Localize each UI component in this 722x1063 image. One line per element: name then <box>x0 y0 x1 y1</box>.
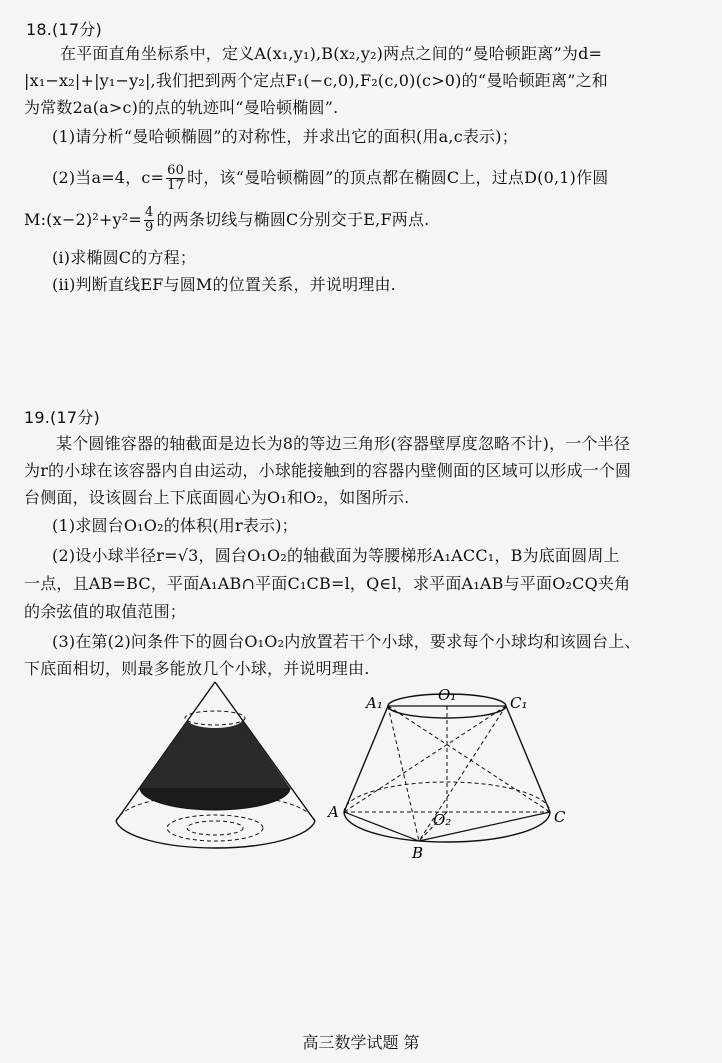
frustum-right-side <box>506 706 550 812</box>
line-C1A <box>344 706 506 812</box>
q19-part3-line2: 下底面相切，则最多能放几个小球，并说明理由. <box>24 659 370 678</box>
q18-part2-text-a: (2)当a=4，c= <box>52 168 165 187</box>
inner-base-ellipse <box>167 815 263 841</box>
band-top-ellipse <box>185 711 245 725</box>
fraction-denominator: 17 <box>167 178 185 193</box>
q18-stem-line1: 在平面直角坐标系中，定义A(x₁,y₁),B(x₂,y₂)两点之间的“曼哈顿距离”为d= <box>60 44 603 63</box>
label-C1: C₁ <box>510 694 528 712</box>
q18-header: 18.(17分) <box>26 20 102 39</box>
q19-part2-line1: (2)设小球半径r=√3，圆台O₁O₂的轴截面为等腰梯形A₁ACC₁，B为底面圆周上 <box>52 546 620 565</box>
label-A: A <box>328 803 339 821</box>
fraction-denominator: 9 <box>144 220 154 235</box>
q18-stem-line3: 为常数2a(a>c)的点的轨迹叫“曼哈顿椭圆”. <box>24 98 339 117</box>
shaded-band-bottom <box>140 788 290 810</box>
q18-fraction-r <box>144 206 154 235</box>
fraction-numerator: 4 <box>144 205 154 220</box>
line-A1C <box>388 706 550 812</box>
q18-part2-line1 <box>52 164 609 193</box>
q19-stem-line1: 某个圆锥容器的轴截面是边长为8的等边三角形(容器壁厚度忽略不计)，一个半径 <box>56 434 631 453</box>
q18-circle-text-b: 的两条切线与椭圆C分别交于E,F两点. <box>156 210 430 229</box>
q18-fraction-c <box>166 164 185 193</box>
q18-part2-i: (i)求椭圆C的方程； <box>52 248 197 267</box>
q18-part1: (1)请分析“曼哈顿椭圆”的对称性，并求出它的面积(用a,c表示)； <box>52 127 518 146</box>
q19-stem-line3: 台侧面，设该圆台上下底面圆心为O₁和O₂，如图所示. <box>24 488 410 507</box>
q19-header: 19.(17分) <box>24 408 100 427</box>
label-C: C <box>554 808 566 826</box>
q19-part1: (1)求圆台O₁O₂的体积(用r表示)； <box>52 516 298 535</box>
label-O2: O₂ <box>433 811 452 829</box>
q18-circle-text-a: M:(x−2)²+y²= <box>24 210 142 229</box>
frustum-left-side <box>344 706 388 812</box>
q19-part2-line2: 一点，且AB=BC，平面A₁AB∩平面C₁CB=l，Q∈l，求平面A₁AB与平面O₂CQ夹角 <box>24 574 631 593</box>
label-B: B <box>412 844 424 862</box>
label-O1: O₁ <box>438 686 457 704</box>
q19-part3-line1: (3)在第(2)问条件下的圆台O₁O₂内放置若干个小球，要求每个小球均和该圆台上、 <box>52 632 641 651</box>
q18-part2-text-b: 时，该“曼哈顿椭圆”的顶点都在椭圆C上，过点D(0,1)作圆 <box>187 168 609 187</box>
fraction-numerator: 60 <box>167 163 185 178</box>
q18-part2-line2 <box>24 206 429 235</box>
inner-base-ellipse-small <box>187 821 243 835</box>
q19-part2-line3: 的余弦值的取值范围； <box>24 602 187 621</box>
frustum-figure <box>326 684 576 862</box>
q18-part2-ii: (ii)判断直线EF与圆M的位置关系，并说明理由. <box>52 275 396 294</box>
page-footer: 高三数学试题 第 <box>302 1033 420 1052</box>
label-A1: A₁ <box>366 694 383 712</box>
cone-figure <box>110 676 320 866</box>
q19-stem-line2: 为r的小球在该容器内自由运动，小球能接触到的容器内壁侧面的区域可以形成一个圆 <box>24 461 632 480</box>
q18-stem-line2: |x₁−x₂|+|y₁−y₂|,我们把到两个定点F₁(−c,0),F₂(c,0)(c>0)的“曼哈顿距离”之和 <box>24 71 608 90</box>
